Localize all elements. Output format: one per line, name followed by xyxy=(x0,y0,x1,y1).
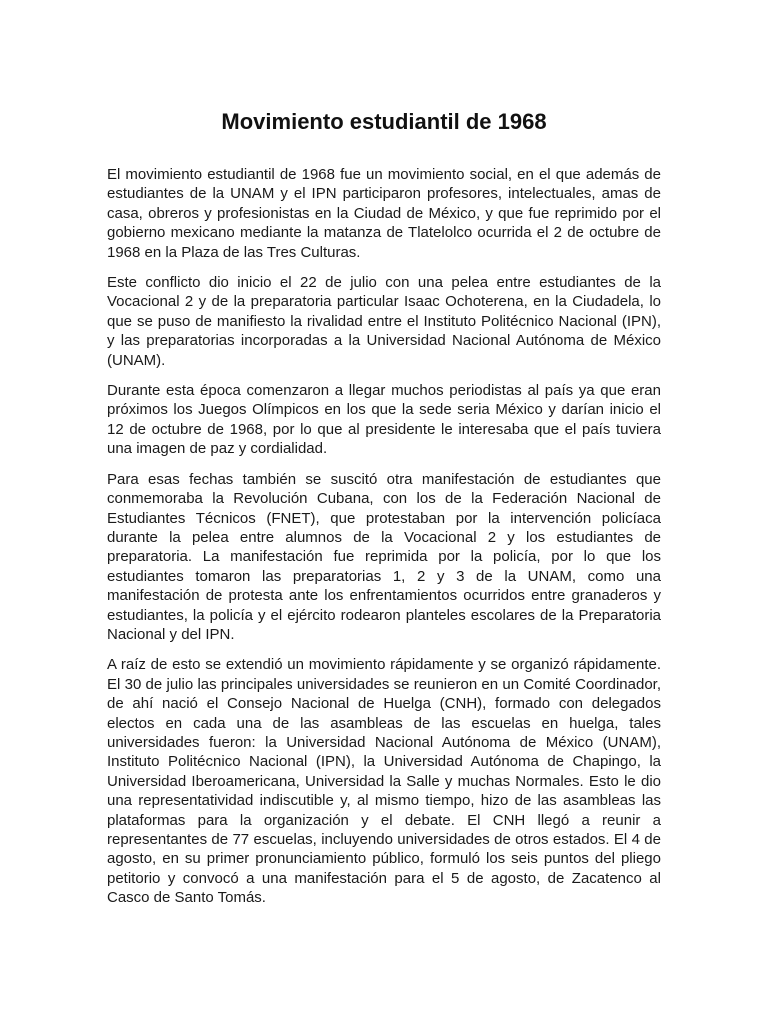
paragraph-2: Este conflicto dio inicio el 22 de julio con una pelea entre estudiantes de la Vocacional 2 y de la preparatoria particular Isaac Ochoterena, en la Ciudadela, lo que se puso de manifiesto la rivalidad entre el Instituto Politécnico Nacional (IPN), y las preparatorias incorporadas a la Universidad Nacional Autónoma de México (UNAM). xyxy=(107,274,661,369)
paragraph-4: Para esas fechas también se suscitó otra manifestación de estudiantes que conmemoraba la Revolución Cubana, con los de la Federación Nacional de Estudiantes Técnicos (FNET), que protestaban por la intervención policíaca durante la pelea entre alumnos de la Vocacional 2 y los estudiantes de preparatoria. La manifestación fue reprimida por la policía, por lo que los estudiantes tomaron las preparatorias 1, 2 y 3 de la UNAM, como una manifestación de protesta ante los enfrentamientos ocurridos entre granaderos y estudiantes, la policía y el ejército rodearon planteles escolares de la Preparatoria Nacional y del IPN. xyxy=(107,470,661,643)
paragraph-5: A raíz de esto se extendió un movimiento rápidamente y se organizó rápidamente. El 30 de julio las principales universidades se reunieron en un Comité Coordinador, de ahí nació el Consejo Nacional de Huelga (CNH), formado con delegados electos en cada una de las asambleas de las escuelas en huelga, tales universidades fueron: la Universidad Nacional Autónoma de México (UNAM), Instituto Politécnico Nacional (IPN), la Universidad Autónoma de Chapingo, la Universidad Iberoamericana, Universidad la Salle y muchas Normales. Esto le dio una representatividad indiscutible y, al mismo tiempo, hizo de las asambleas las plataformas para la organización y el debate. El CNH llegó a reunir a representantes de 77 escuelas, incluyendo universidades de otros estados. El 4 de agosto, en su primer pronunciamiento público, formuló los seis puntos del pliego petitorio y convocó a una manifestación para el 5 de agosto, de Zacatenco al Casco de Santo Tomás. xyxy=(107,656,661,907)
paragraph-3: Durante esta época comenzaron a llegar muchos periodistas al país ya que eran próximos los Juegos Olímpicos en los que la sede seria México y darían inicio el 12 de octubre de 1968, por lo que al presidente le interesaba que el país tuviera una imagen de paz y cordialidad. xyxy=(107,382,661,458)
document-title: Movimiento estudiantil de 1968 xyxy=(221,109,547,134)
document-body xyxy=(107,165,661,919)
paragraph-1: El movimiento estudiantil de 1968 fue un movimiento social, en el que además de estudiantes de la UNAM y el IPN participaron profesores, intelectuales, amas de casa, obreros y profesionistas en la Ciudad de México, y que fue reprimido por el gobierno mexicano mediante la matanza de Tlatelolco ocurrida el 2 de octubre de 1968 en la Plaza de las Tres Culturas. xyxy=(107,166,661,261)
